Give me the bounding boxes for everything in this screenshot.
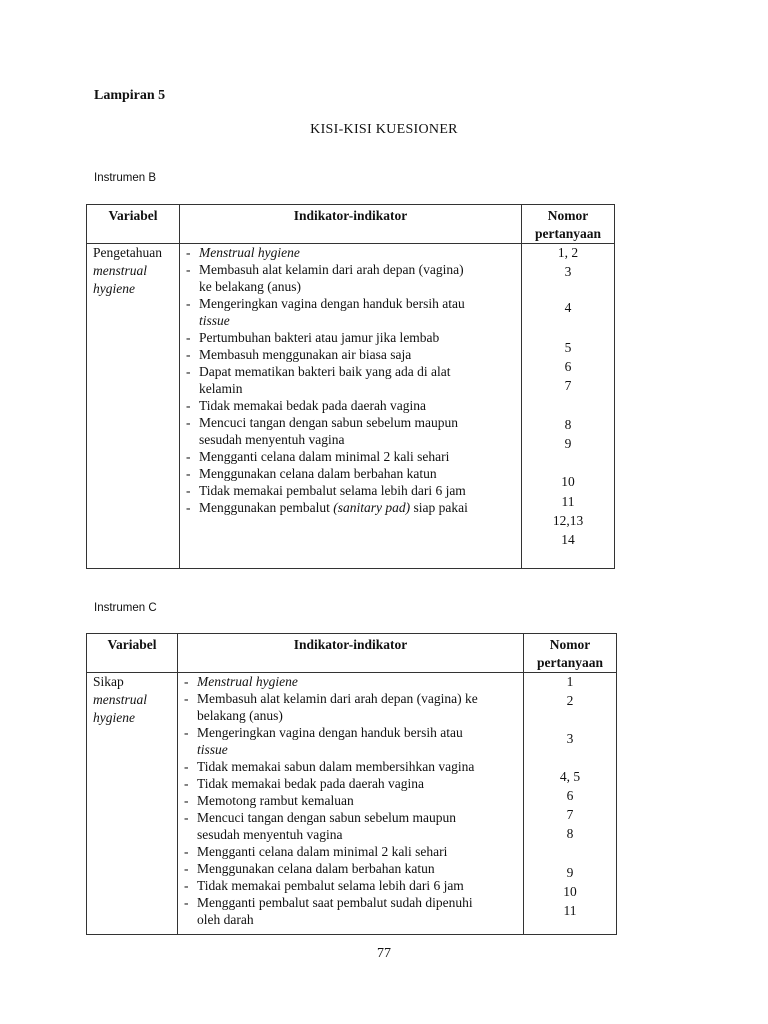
question-number: 4 [564, 300, 572, 315]
question-number: 7 [564, 378, 572, 393]
indicator-cell [180, 244, 522, 569]
indicator-text: Tidak memakai pembalut selama lebih dari 6 jam [197, 878, 464, 893]
indicator-item [184, 724, 523, 758]
instrument-b-label: Instrumen B [94, 172, 156, 184]
indicator-text: Mengganti celana dalam minimal 2 kali sehari [199, 449, 450, 464]
indicator-item [184, 843, 523, 860]
indicator-text: siap pakai [410, 500, 468, 515]
question-number: 11 [561, 494, 575, 509]
appendix-label: Lampiran 5 [94, 88, 166, 103]
indicator-text: Tidak memakai sabun dalam membersihkan vagina [197, 759, 475, 774]
indicator-text: Membasuh alat kelamin dari arah depan (vagina) [199, 262, 464, 277]
indicator-item [184, 775, 523, 792]
indicator-item [186, 397, 521, 414]
question-number: 2 [566, 693, 574, 708]
indicator-item [184, 792, 523, 809]
indicator-item [186, 244, 521, 261]
indicator-text: (sanitary pad) [333, 500, 411, 515]
indicator-continuation: tissue [197, 742, 228, 757]
question-number: 5 [564, 340, 572, 355]
indicator-text: Tidak memakai bedak pada daerah vagina [197, 776, 425, 791]
indicator-item [186, 465, 521, 482]
indicator-item [184, 690, 523, 724]
variable-name: Sikap [93, 674, 124, 689]
indicator-item [186, 346, 521, 363]
indicator-item [184, 673, 523, 690]
question-number: 9 [564, 436, 572, 451]
indicator-text: Mencuci tangan dengan sabun sebelum maupun [199, 415, 459, 430]
indicator-item [184, 877, 523, 894]
indicator-continuation: kelamin [199, 381, 243, 396]
indicator-text: Mengeringkan vagina dengan handuk bersih atau [197, 725, 463, 740]
question-number: 1, 2 [557, 245, 579, 260]
column-header-variabel: Variabel [87, 205, 180, 244]
instrument-b-table [86, 204, 615, 569]
question-number: 12,13 [552, 513, 584, 528]
indicator-item [184, 894, 523, 928]
indicator-continuation: tissue [199, 313, 230, 328]
question-number: 14 [561, 532, 575, 547]
indicator-text: Menstrual hygiene [199, 245, 300, 260]
question-number: 6 [564, 359, 572, 374]
indicator-item [184, 860, 523, 877]
indicator-item [186, 482, 521, 499]
question-number: 3 [566, 731, 574, 746]
indicator-item [186, 295, 521, 329]
indicator-continuation: belakang (anus) [197, 708, 283, 723]
variable-italic-1: menstrual [93, 263, 147, 278]
variable-cell [87, 673, 178, 935]
indicator-text: Pertumbuhan bakteri atau jamur jika lembab [199, 330, 440, 345]
indicator-text: Membasuh alat kelamin dari arah depan (vagina) ke [197, 691, 478, 706]
column-header-variabel: Variabel [87, 634, 178, 673]
indicator-cell [178, 673, 524, 935]
indicator-continuation: ke belakang (anus) [199, 279, 301, 294]
variable-name: Pengetahuan [93, 245, 162, 260]
indicator-text: Menggunakan celana dalam berbahan katun [197, 861, 435, 876]
indicator-list [178, 673, 523, 928]
indicator-text: Tidak memakai pembalut selama lebih dari 6 jam [199, 483, 466, 498]
question-number: 7 [566, 807, 574, 822]
indicator-text: Tidak memakai bedak pada daerah vagina [199, 398, 427, 413]
indicator-text: Membasuh menggunakan air biasa saja [199, 347, 412, 362]
indicator-text: Dapat mematikan bakteri baik yang ada di alat [199, 364, 451, 379]
question-number: 10 [563, 884, 577, 899]
indicator-text: Mengeringkan vagina dengan handuk bersih atau [199, 296, 465, 311]
question-number: 10 [561, 474, 575, 489]
variable-cell [87, 244, 180, 569]
indicator-continuation: sesudah menyentuh vagina [197, 827, 343, 842]
indicator-item [186, 448, 521, 465]
indicator-item [186, 261, 521, 295]
indicator-text: Mengganti celana dalam minimal 2 kali sehari [197, 844, 448, 859]
indicator-text: Menggunakan pembalut [199, 500, 334, 515]
indicator-item [186, 329, 521, 346]
question-number: 11 [563, 903, 577, 918]
indicator-item [186, 499, 521, 516]
question-number: 1 [566, 674, 574, 689]
column-header-indikator: Indikator-indikator [180, 205, 522, 244]
column-header-nomor: Nomor pertanyaan [524, 634, 617, 673]
indicator-continuation: oleh darah [197, 912, 254, 927]
indicator-text: Mencuci tangan dengan sabun sebelum maupun [197, 810, 457, 825]
indicator-item [186, 363, 521, 397]
indicator-item [184, 758, 523, 775]
number-cell [524, 673, 617, 935]
indicator-text: Menstrual hygiene [197, 674, 298, 689]
instrument-c-table [86, 633, 617, 935]
question-number: 9 [566, 865, 574, 880]
variable-italic-2: hygiene [93, 281, 135, 296]
indicator-text: Memotong rambut kemaluan [197, 793, 354, 808]
document-title: KISI-KISI KUESIONER [310, 122, 458, 137]
indicator-text: Mengganti pembalut saat pembalut sudah dipenuhi [197, 895, 473, 910]
indicator-list [180, 244, 521, 516]
variable-italic-2: hygiene [93, 710, 135, 725]
question-number: 4, 5 [559, 769, 581, 784]
indicator-continuation: sesudah menyentuh vagina [199, 432, 345, 447]
indicator-item [186, 414, 521, 448]
indicator-item [184, 809, 523, 843]
question-number: 3 [564, 264, 572, 279]
column-header-indikator: Indikator-indikator [178, 634, 524, 673]
question-number: 8 [564, 417, 572, 432]
column-header-nomor: Nomor pertanyaan [522, 205, 615, 244]
question-number: 6 [566, 788, 574, 803]
instrument-c-label: Instrumen C [94, 602, 157, 614]
variable-italic-1: menstrual [93, 692, 147, 707]
indicator-text: Menggunakan celana dalam berbahan katun [199, 466, 437, 481]
question-number: 8 [566, 826, 574, 841]
number-cell [522, 244, 615, 569]
page-number: 77 [377, 946, 391, 961]
